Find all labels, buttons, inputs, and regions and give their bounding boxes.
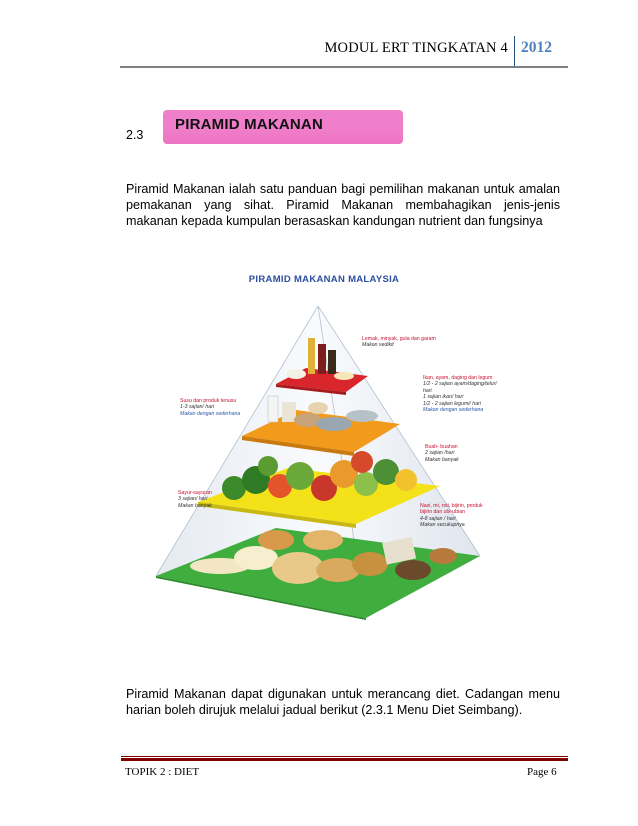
label-grains-serving: 4-8 sajian / hari — [420, 515, 456, 522]
paragraph-line: Piramid Makanan dapat digunakan untuk merancang diet. Cadangan menu — [126, 687, 560, 701]
label-fruit-serving: 2 sajian /hari — [425, 450, 455, 457]
section-number: 2.3 — [126, 128, 144, 142]
header-separator — [514, 36, 515, 66]
footer-rule-thick — [121, 758, 568, 761]
label-grains-advice: Makan secukupnya — [420, 522, 465, 529]
label-fats-serving: Makan sedikit — [362, 342, 394, 349]
label-protein-serving-3: 1/2 - 2 sajian legumi/ hari — [423, 400, 481, 407]
label-fats-name: Lemak, minyak, gula dan garam — [362, 336, 436, 342]
label-protein-serving-2: 1 sajian ikan/ hari — [423, 394, 464, 401]
label-protein — [423, 375, 503, 413]
footer-rule-thin — [121, 756, 568, 757]
paragraph-line: pemakanan yang sihat. Piramid Makanan membahagikan jenis-jenis — [126, 198, 560, 212]
label-protein-serving-1: 1/2 - 2 sajian ayam/daging/telur/ hari — [423, 381, 497, 394]
closing-paragraph — [126, 686, 560, 718]
label-fats — [362, 336, 436, 349]
header-year: 2012 — [521, 39, 552, 56]
footer-topic: TOPIK 2 : DIET — [125, 766, 200, 778]
label-fruit — [425, 444, 459, 463]
header-title: MODUL ERT TINGKATAN 4 — [324, 40, 508, 56]
label-fruit-advice: Makan banyak — [425, 456, 459, 463]
paragraph-line: Piramid Makanan ialah satu panduan bagi pemilihan makanan untuk amalan — [126, 182, 560, 196]
label-dairy-advice: Makan dengan sederhana — [180, 410, 241, 417]
pyramid-title: PIRAMID MAKANAN MALAYSIA — [248, 274, 400, 285]
label-grains-name: Nasi, mi, roti, bijirin, produk bijirin dan ubi-ubian — [420, 503, 483, 516]
label-vegetables-advice: Makan banyak — [178, 502, 212, 509]
label-vegetables-name: Sayur-sayuran — [178, 490, 212, 496]
label-dairy — [180, 398, 240, 417]
section-title: PIRAMID MAKANAN — [175, 116, 323, 133]
label-fruit-name: Buah- buahan — [425, 444, 458, 450]
label-dairy-serving: 1-3 sajian/ hari — [180, 404, 215, 411]
footer-page-number: Page 6 — [527, 766, 557, 778]
label-vegetables — [178, 490, 212, 509]
intro-paragraph — [126, 181, 560, 229]
paragraph-line: makanan kepada kumpulan berasaskan kandungan nutrient dan fungsinya — [126, 214, 543, 228]
label-grains — [420, 503, 492, 529]
paragraph-line: harian boleh dirujuk melalui jadual berikut (2.3.1 Menu Diet Seimbang). — [126, 703, 523, 717]
label-protein-advice: Makan dengan sederhana — [423, 407, 484, 414]
header-rule — [120, 66, 568, 68]
label-dairy-name: Susu dan produk tenusu — [180, 398, 237, 404]
label-vegetables-serving: 3 sajian/ hari — [178, 496, 208, 503]
label-protein-name: Ikan, ayam, daging dan legum — [423, 375, 493, 381]
